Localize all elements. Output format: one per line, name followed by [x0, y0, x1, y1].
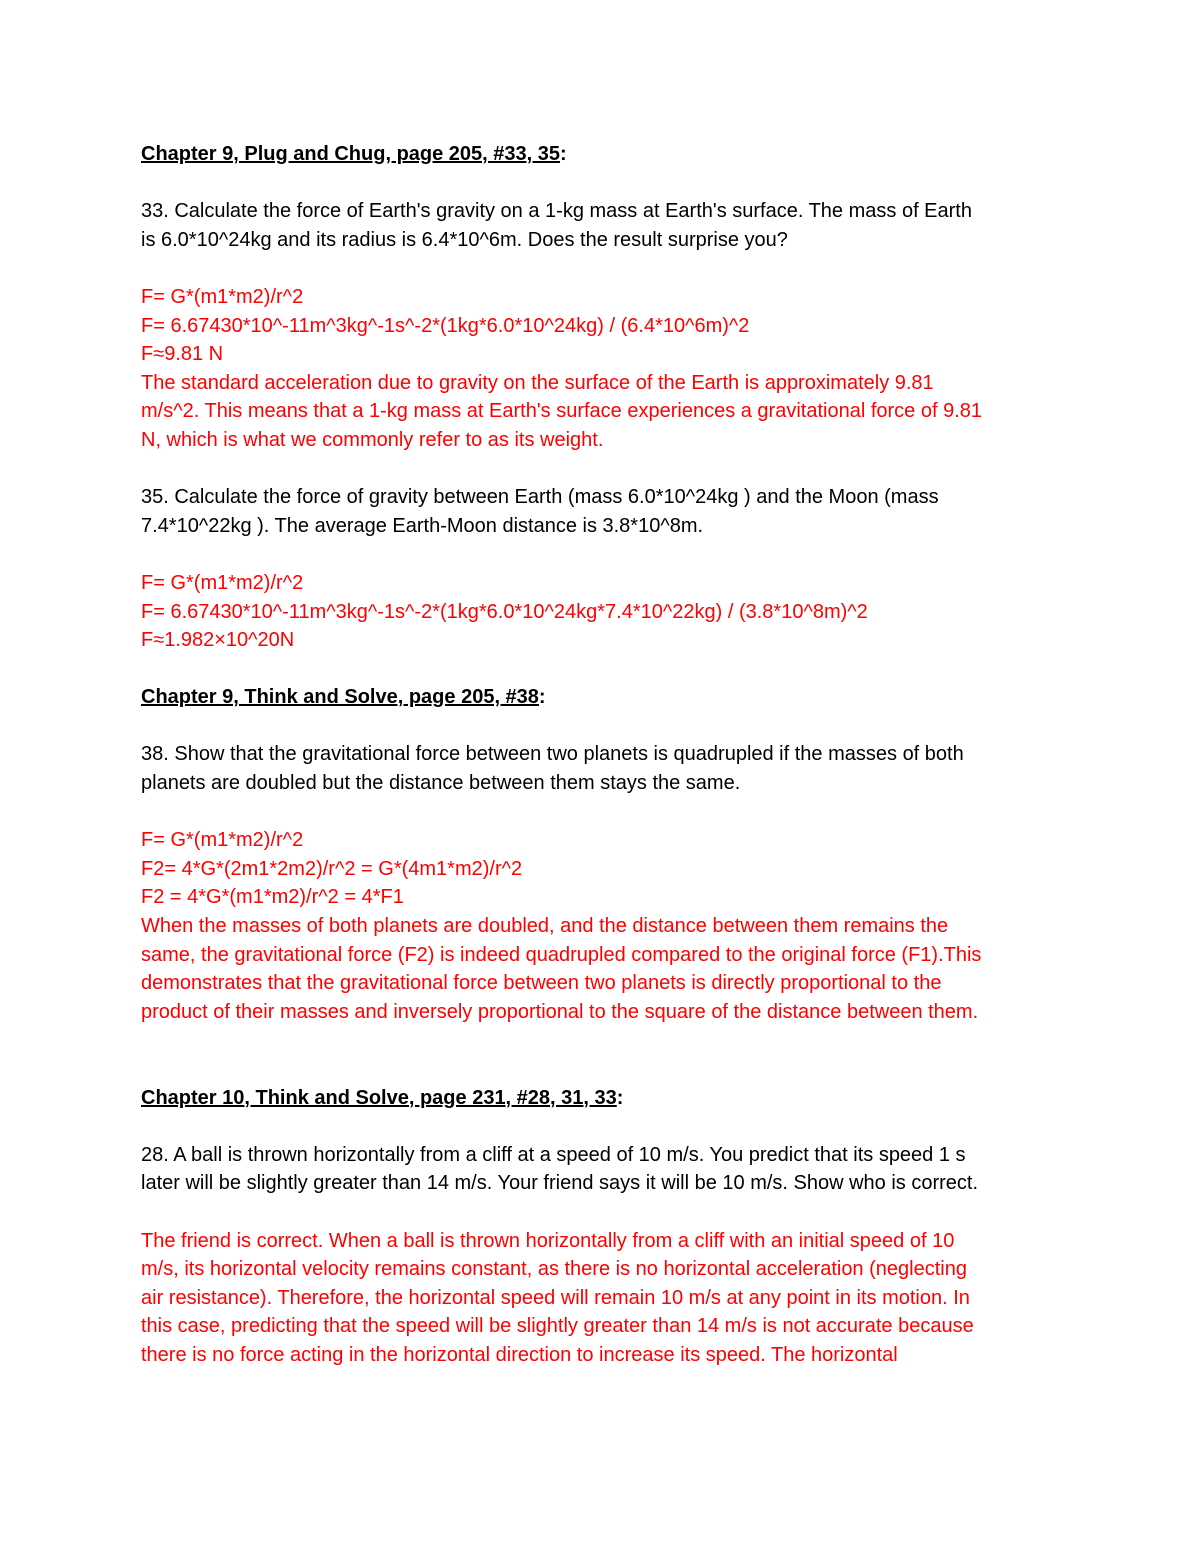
- answer-line: this case, predicting that the speed will be slightly greater than 14 m/s is not accurate because: [141, 1315, 974, 1338]
- question-line: 33. Calculate the force of Earth's gravity on a 1-kg mass at Earth's surface. The mass of Earth: [141, 200, 972, 223]
- answer-line: air resistance). Therefore, the horizontal speed will remain 10 m/s at any point in its motion. In: [141, 1286, 970, 1309]
- answer-line: The friend is correct. When a ball is thrown horizontally from a cliff with an initial speed of 10: [141, 1229, 955, 1252]
- answer-line: F= G*(m1*m2)/r^2: [141, 285, 304, 308]
- section-heading-text: Chapter 9, Plug and Chug, page 205, #33, 35: [141, 143, 561, 165]
- answer-line: product of their masses and inversely proportional to the square of the distance between them.: [141, 1000, 979, 1023]
- answer-line: F2= 4*G*(2m1*2m2)/r^2 = G*(4m1*m2)/r^2: [141, 857, 523, 880]
- section-heading-ch9-think-and-solve: [141, 683, 1066, 712]
- answer-line: F= 6.67430*10^-11m^3kg^-1s^-2*(1kg*6.0*10^24kg*7.4*10^22kg) / (3.8*10^8m)^2: [141, 600, 868, 623]
- answer-35: [141, 569, 1066, 655]
- question-line: later will be slightly greater than 14 m/s. Your friend says it will be 10 m/s. Show who is correct.: [141, 1172, 979, 1195]
- question-line: 7.4*10^22kg ). The average Earth-Moon distance is 3.8*10^8m.: [141, 514, 704, 537]
- answer-line: F≈1.982×10^20N: [141, 629, 295, 652]
- answer-28: [141, 1227, 1066, 1370]
- section-heading-text: Chapter 9, Think and Solve, page 205, #38: [141, 686, 539, 709]
- heading-colon: :: [538, 686, 546, 709]
- document-page: [141, 140, 1066, 1370]
- heading-colon: :: [616, 1086, 624, 1109]
- answer-line: there is no force acting in the horizontal direction to increase its speed. The horizontal: [141, 1343, 898, 1366]
- answer-line: F2 = 4*G*(m1*m2)/r^2 = 4*F1: [141, 886, 404, 909]
- question-line: 38. Show that the gravitational force between two planets is quadrupled if the masses of both: [141, 743, 964, 766]
- answer-line: When the masses of both planets are doubled, and the distance between them remains the: [141, 915, 949, 938]
- question-line: is 6.0*10^24kg and its radius is 6.4*10^6m. Does the result surprise you?: [141, 228, 788, 251]
- heading-colon: :: [560, 143, 567, 165]
- question-38: [141, 740, 1066, 797]
- answer-line: N, which is what we commonly refer to as its weight.: [141, 428, 604, 451]
- answer-line: F= G*(m1*m2)/r^2: [141, 829, 304, 852]
- answer-line: F= G*(m1*m2)/r^2: [141, 571, 304, 594]
- section-heading-text: Chapter 10, Think and Solve, page 231, #28, 31, 33: [141, 1086, 617, 1109]
- answer-33: [141, 283, 1066, 455]
- question-line: 35. Calculate the force of gravity between Earth (mass 6.0*10^24kg ) and the Moon (mass: [141, 486, 939, 509]
- answer-line: F= 6.67430*10^-11m^3kg^-1s^-2*(1kg*6.0*10^24kg) / (6.4*10^6m)^2: [141, 314, 750, 337]
- question-28: [141, 1141, 1066, 1198]
- question-33: [141, 197, 1066, 254]
- section-heading-ch9-plug-and-chug: [141, 140, 1066, 169]
- question-line: 28. A ball is thrown horizontally from a cliff at a speed of 10 m/s. You predict that its speed 1 s: [141, 1143, 966, 1166]
- answer-line: same, the gravitational force (F2) is indeed quadrupled compared to the original force (F1).This: [141, 943, 982, 966]
- answer-line: m/s, its horizontal velocity remains constant, as there is no horizontal acceleration (neglecting: [141, 1258, 967, 1281]
- answer-line: The standard acceleration due to gravity on the surface of the Earth is approximately 9.81: [141, 371, 934, 394]
- question-line: planets are doubled but the distance between them stays the same.: [141, 772, 741, 795]
- answer-line: m/s^2. This means that a 1-kg mass at Earth's surface experiences a gravitational force of 9.81: [141, 400, 983, 423]
- answer-line: F≈9.81 N: [141, 343, 224, 366]
- answer-line: demonstrates that the gravitational force between two planets is directly proportional to the: [141, 972, 942, 995]
- question-35: [141, 483, 1066, 540]
- answer-38: [141, 826, 1066, 1026]
- section-heading-ch10-think-and-solve: [141, 1084, 1066, 1113]
